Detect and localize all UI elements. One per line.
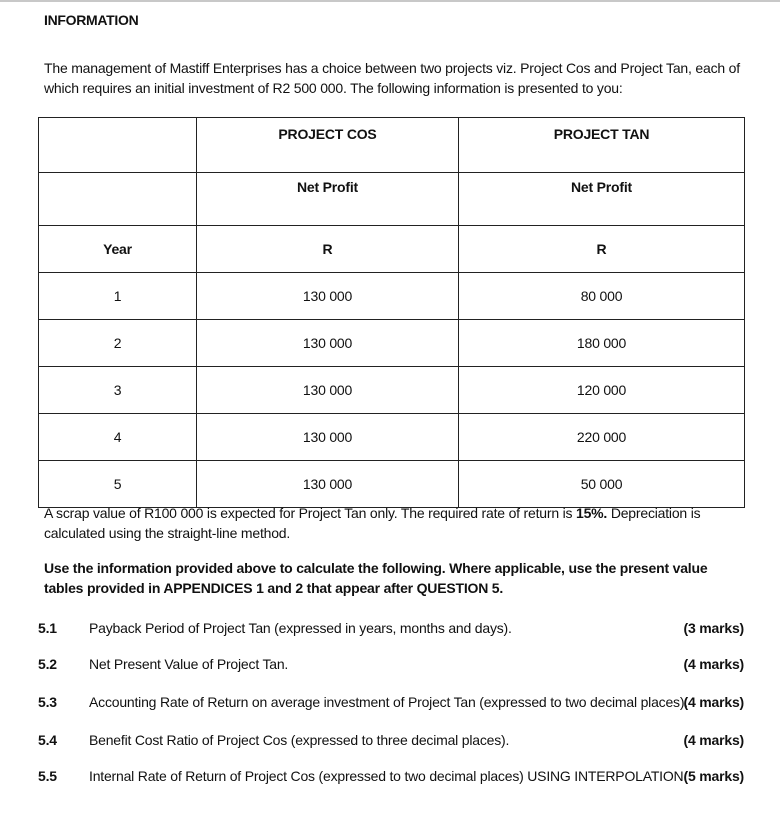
question-marks: (4 marks) <box>683 732 744 748</box>
question-item <box>0 620 780 640</box>
table-subheader-row <box>39 173 745 226</box>
tan-value: 50 000 <box>459 461 745 508</box>
empty-cell <box>39 118 197 173</box>
question-text: Accounting Rate of Return on average investment of Project Tan (expressed to two decimal places). <box>89 694 688 710</box>
question-marks: (5 marks) <box>683 768 744 784</box>
tan-value: 80 000 <box>459 273 745 320</box>
cos-value: 130 000 <box>197 414 459 461</box>
table-row <box>39 461 745 508</box>
year-cell: 2 <box>39 320 197 367</box>
tan-net-profit-header: Net Profit <box>459 173 745 226</box>
table-header-row <box>39 118 745 173</box>
cos-value: 130 000 <box>197 273 459 320</box>
question-number: 5.2 <box>38 656 57 672</box>
year-cell: 4 <box>39 414 197 461</box>
year-cell: 3 <box>39 367 197 414</box>
project-cos-header: PROJECT COS <box>197 118 459 173</box>
question-marks: (4 marks) <box>683 656 744 672</box>
year-cell: 1 <box>39 273 197 320</box>
question-item <box>0 656 780 676</box>
tan-value: 180 000 <box>459 320 745 367</box>
cos-unit: R <box>197 226 459 273</box>
required-rate: 15%. <box>576 505 608 521</box>
question-marks: (4 marks) <box>683 694 744 710</box>
cos-net-profit-header: Net Profit <box>197 173 459 226</box>
question-number: 5.5 <box>38 768 57 784</box>
tan-value: 120 000 <box>459 367 745 414</box>
instruction-paragraph: Use the information provided above to calculate the following. Where applicable, use the present value tables provided in APPENDICES 1 and 2 that appear after QUESTION 5. <box>44 560 708 596</box>
question-number: 5.3 <box>38 694 57 710</box>
question-number: 5.4 <box>38 732 57 748</box>
section-heading: INFORMATION <box>44 12 139 28</box>
table-row <box>39 320 745 367</box>
question-item <box>0 694 780 714</box>
question-marks: (3 marks) <box>683 620 744 636</box>
scrap-note-part2: Depreciation is calculated using the straight-line method. <box>44 505 701 541</box>
project-table <box>38 117 745 508</box>
scrap-value-note <box>44 503 744 543</box>
question-number: 5.1 <box>38 620 57 636</box>
tan-value: 220 000 <box>459 414 745 461</box>
question-item <box>0 732 780 752</box>
question-text: Payback Period of Project Tan (expressed in years, months and days). <box>89 620 512 636</box>
intro-paragraph: The management of Mastiff Enterprises has a choice between two projects viz. Project Cos and Project Tan, each of which requires an initial investment of R2 500 000. The following information is presented to you: <box>44 60 740 96</box>
table-row <box>39 273 745 320</box>
top-rule <box>0 0 780 2</box>
table-row <box>39 414 745 461</box>
table-units-row <box>39 226 745 273</box>
question-text: Net Present Value of Project Tan. <box>89 656 289 672</box>
cos-value: 130 000 <box>197 367 459 414</box>
question-item <box>0 768 780 788</box>
year-header: Year <box>39 226 197 273</box>
scrap-note-part1: A scrap value of R100 000 is expected for Project Tan only. The required rate of return is <box>44 505 576 521</box>
tan-unit: R <box>459 226 745 273</box>
question-text: Internal Rate of Return of Project Cos (expressed to two decimal places) USING INTERPOLATION. <box>89 768 688 784</box>
table-row <box>39 367 745 414</box>
year-cell: 5 <box>39 461 197 508</box>
empty-cell <box>39 173 197 226</box>
project-tan-header: PROJECT TAN <box>459 118 745 173</box>
question-text: Benefit Cost Ratio of Project Cos (expressed to three decimal places). <box>89 732 510 748</box>
cos-value: 130 000 <box>197 320 459 367</box>
cos-value: 130 000 <box>197 461 459 508</box>
